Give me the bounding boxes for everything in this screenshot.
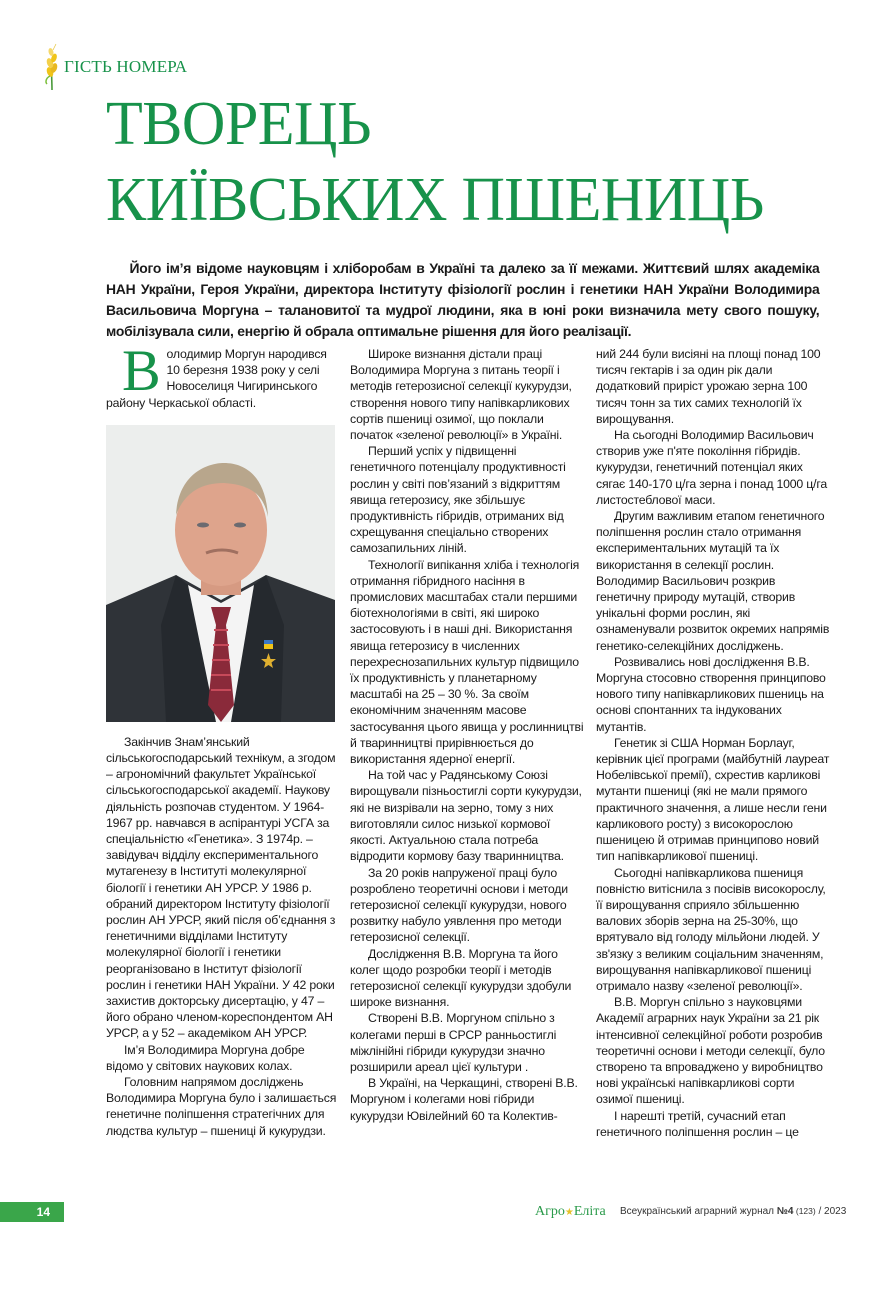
body-paragraph: Розвивались нові дослідження В.В. Моргуна стосовно створення принципово нового типу напівкарликових пшениць на основі спонтанних та індукованих мутантів. xyxy=(596,654,826,734)
title-line-1: ТВОРЕЦЬ xyxy=(106,90,372,158)
brand-logo xyxy=(535,1204,606,1220)
bio-paragraph: Головним напрямом досліджень Володимира Моргуна було і залишається генетичне поліпшення стратегічних для людства культур – пшениці й кукурудзи. xyxy=(106,1075,337,1138)
portrait-photo xyxy=(106,425,335,722)
page-number: 14 xyxy=(0,1202,64,1222)
star-icon: ★ xyxy=(564,1207,574,1218)
body-paragraph: Перший успіх у підвищенні генетичного потенціалу продуктивності рослин у світі пов’язаний з відкриттям явища гетерозису, яке збільшує продуктивність гібридів, отриманих від схрещування спеціально створених самозапильних ліній. xyxy=(350,444,566,556)
body-paragraph: І нарешті третій, сучасний етап генетичного поліпшення рослин – це xyxy=(596,1108,799,1139)
intro-paragraph xyxy=(106,338,340,411)
article-title xyxy=(106,86,764,238)
journal-issue-total: (123) xyxy=(793,1206,816,1216)
body-paragraph: В.В. Моргун спільно з науковцями Академії аграрних наук України за 21 рік інтенсивної селекційної роботи розробив теоретичні основи і методи селекції, було створено та впроваджено у виробництво нові українські напівкарликові сорти озимої пшениці. xyxy=(596,995,825,1107)
body-paragraph: Створені В.В. Моргуном спільно з колегами перші в СРСР ранньостиглі міжлінійні гібриди кукурудзи значно розширили ареал цієї культури . xyxy=(350,1011,557,1074)
body-paragraph: Дослідження В.В. Моргуна та його колег щодо розробки теорії і методів гетерозисної селекції кукурудзи здобули широке визнання. xyxy=(350,946,572,1010)
section-label: ГІСТЬ НОМЕРА xyxy=(64,57,188,76)
body-paragraph-continued: ний 244 були висіяні на площі понад 100 тисяч гектарів і за один рік дали додатковий приріст урожаю зерна 100 тисяч тонн за тих самих технологій їх вирощування. xyxy=(596,347,821,426)
lead-paragraph: Його ім’я відоме науковцям і хліборобам в Україні та далеко за її межами. Життєвий шлях академіка НАН України, Героя України, директора Інституту фізіології рослин і генетики НАН України Володимира Васильовича Моргуна – талановитої та мудрої людини, яка в юні роки визначила мету свого пошуку, мобілізувала сили, енергію й обрала оптимальне рішення для його реалізації. xyxy=(106,261,820,341)
body-paragraph: Другим важливим етапом генетичного поліпшення рослин стало отримання експериментальних мутацій та їх використання в селекції рослин. Володимир Васильович розкрив генетичну природу мутацій, створив унікальні форми рослин, які ознаменували розвиток окремих напрямів генетико-селекційних досліджень. xyxy=(596,509,830,653)
journal-year: / 2023 xyxy=(815,1206,847,1217)
journal-info xyxy=(620,1206,846,1217)
body-paragraph: Широке визнання дістали праці Володимира Моргуна з питань теорії і методів гетерозисної селекції кукурудзи, створення нового типу напівкарликових сортів пшениці озимої, що поклали початок «зеленої революції» в Україні. xyxy=(350,347,572,443)
column-3 xyxy=(596,346,830,1140)
body-paragraph: Технології випікання хліба і технологія отримання гібридного насіння в промислових масштабах стали першими біотехнологіями в світі, які широко застосовують і в наші дні. Використання явища гетерозису в численних перехреснозапильних культур підвищило їх продуктивність у планетарному масштабі на 25 – 30 %. За своїм економічним значенням масове застосування цього явища у рослинництві й тваринництві прирівнюється до використання ядерної енергії. xyxy=(350,557,584,767)
wheat-ear-icon xyxy=(42,42,62,92)
body-paragraph: В Україні, на Черкащині, створені В.В. Моргуном і колегами нові гібриди кукурудзи Ювілейний 60 та Колектив- xyxy=(350,1076,578,1123)
body-paragraph: На сьогодні Володимир Васильович створив уже п'яте покоління гібридів. кукурудзи, генетичний потенціал яких сягає 140-170 ц/га зерна і понад 1000 ц/га листостеблової маси. xyxy=(596,428,828,507)
body-paragraph: Сьогодні напівкарликова пшениця повністю витіснила з посівів високорослу, її вирощування сприяло збільшенню валових зборів зерна на 25-30%, що врятувало від голоду мільйони людей. У зв'язку з великим соціальним значенням, вирощування напівкарликової пшениці отримало назву «зеленої революції». xyxy=(596,865,826,993)
column-2 xyxy=(350,346,584,1124)
bio-paragraph: Закінчив Знам’янський сільськогосподарський технікум, а згодом – агрономічний факультет Української сільськогосподарської академії. Наукову діяльність розпочав студентом. У 1964-1967 рр. навчався в аспірантурі УСГА за спеціальністю «Генетика». З 1974р. – завідувач відділу експериментального мутагенезу в Інституті молекулярної біології і генетики АН УРСР. У 1986 р. обраний директором Інституту фізіології рослин АН УРСР, який після об’єднання з генетичними відділами Інституту молекулярної біології і генетики реорганізовано в Інститут фізіології рослин і генетики НАН України. У 42 роки захистив докторську дисертацію, у 47 – його обрано членом-кореспондентом АН УРСР, а у 52 – академіком АН УРСР. xyxy=(106,734,336,1041)
brand-left: Агро xyxy=(535,1204,565,1219)
journal-prefix: Всеукраїнський аграрний журнал xyxy=(620,1206,777,1217)
drop-cap: В xyxy=(122,338,161,403)
title-line-2: КИЇВСЬКИХ ПШЕНИЦЬ xyxy=(106,166,764,234)
section-tag xyxy=(42,42,187,92)
body-paragraph: На той час у Радянському Союзі вирощували пізньостиглі сорти кукурудзи, які не визрівали на зерно, тому з них виготовляли силос низької кормової якості. Актуальною стала потреба відродити кормову базу тваринництва. xyxy=(350,768,582,864)
intro-text: олодимир Моргун народився 10 березня 1938 року у селі Новоселиця Чигиринського району Черкаської області. xyxy=(106,347,327,410)
bio-paragraph: Ім’я Володимира Моргуна добре відомо у світових наукових колах. xyxy=(106,1042,305,1073)
journal-issue: №4 xyxy=(776,1206,794,1217)
column-1 xyxy=(106,338,340,1139)
brand-right: Еліта xyxy=(573,1204,606,1219)
body-paragraph: Генетик зі США Норман Борлауг, керівник цієї програми (майбутній лауреат Нобелівської премії), схрестив карликові мутанти пшениці (які не мали прямого практичного значення, а лише несли гени карликового росту) з високорослою пшеницею й отримав принципово новий тип напівкарликової пшениці. xyxy=(596,735,830,864)
body-paragraph: За 20 років напруженої праці було розроблено теоретичні основи і методи гетерозисної селекції кукурудзи, нового розвитку набуло уявлення про методи гетерозисної селекції. xyxy=(350,865,568,945)
